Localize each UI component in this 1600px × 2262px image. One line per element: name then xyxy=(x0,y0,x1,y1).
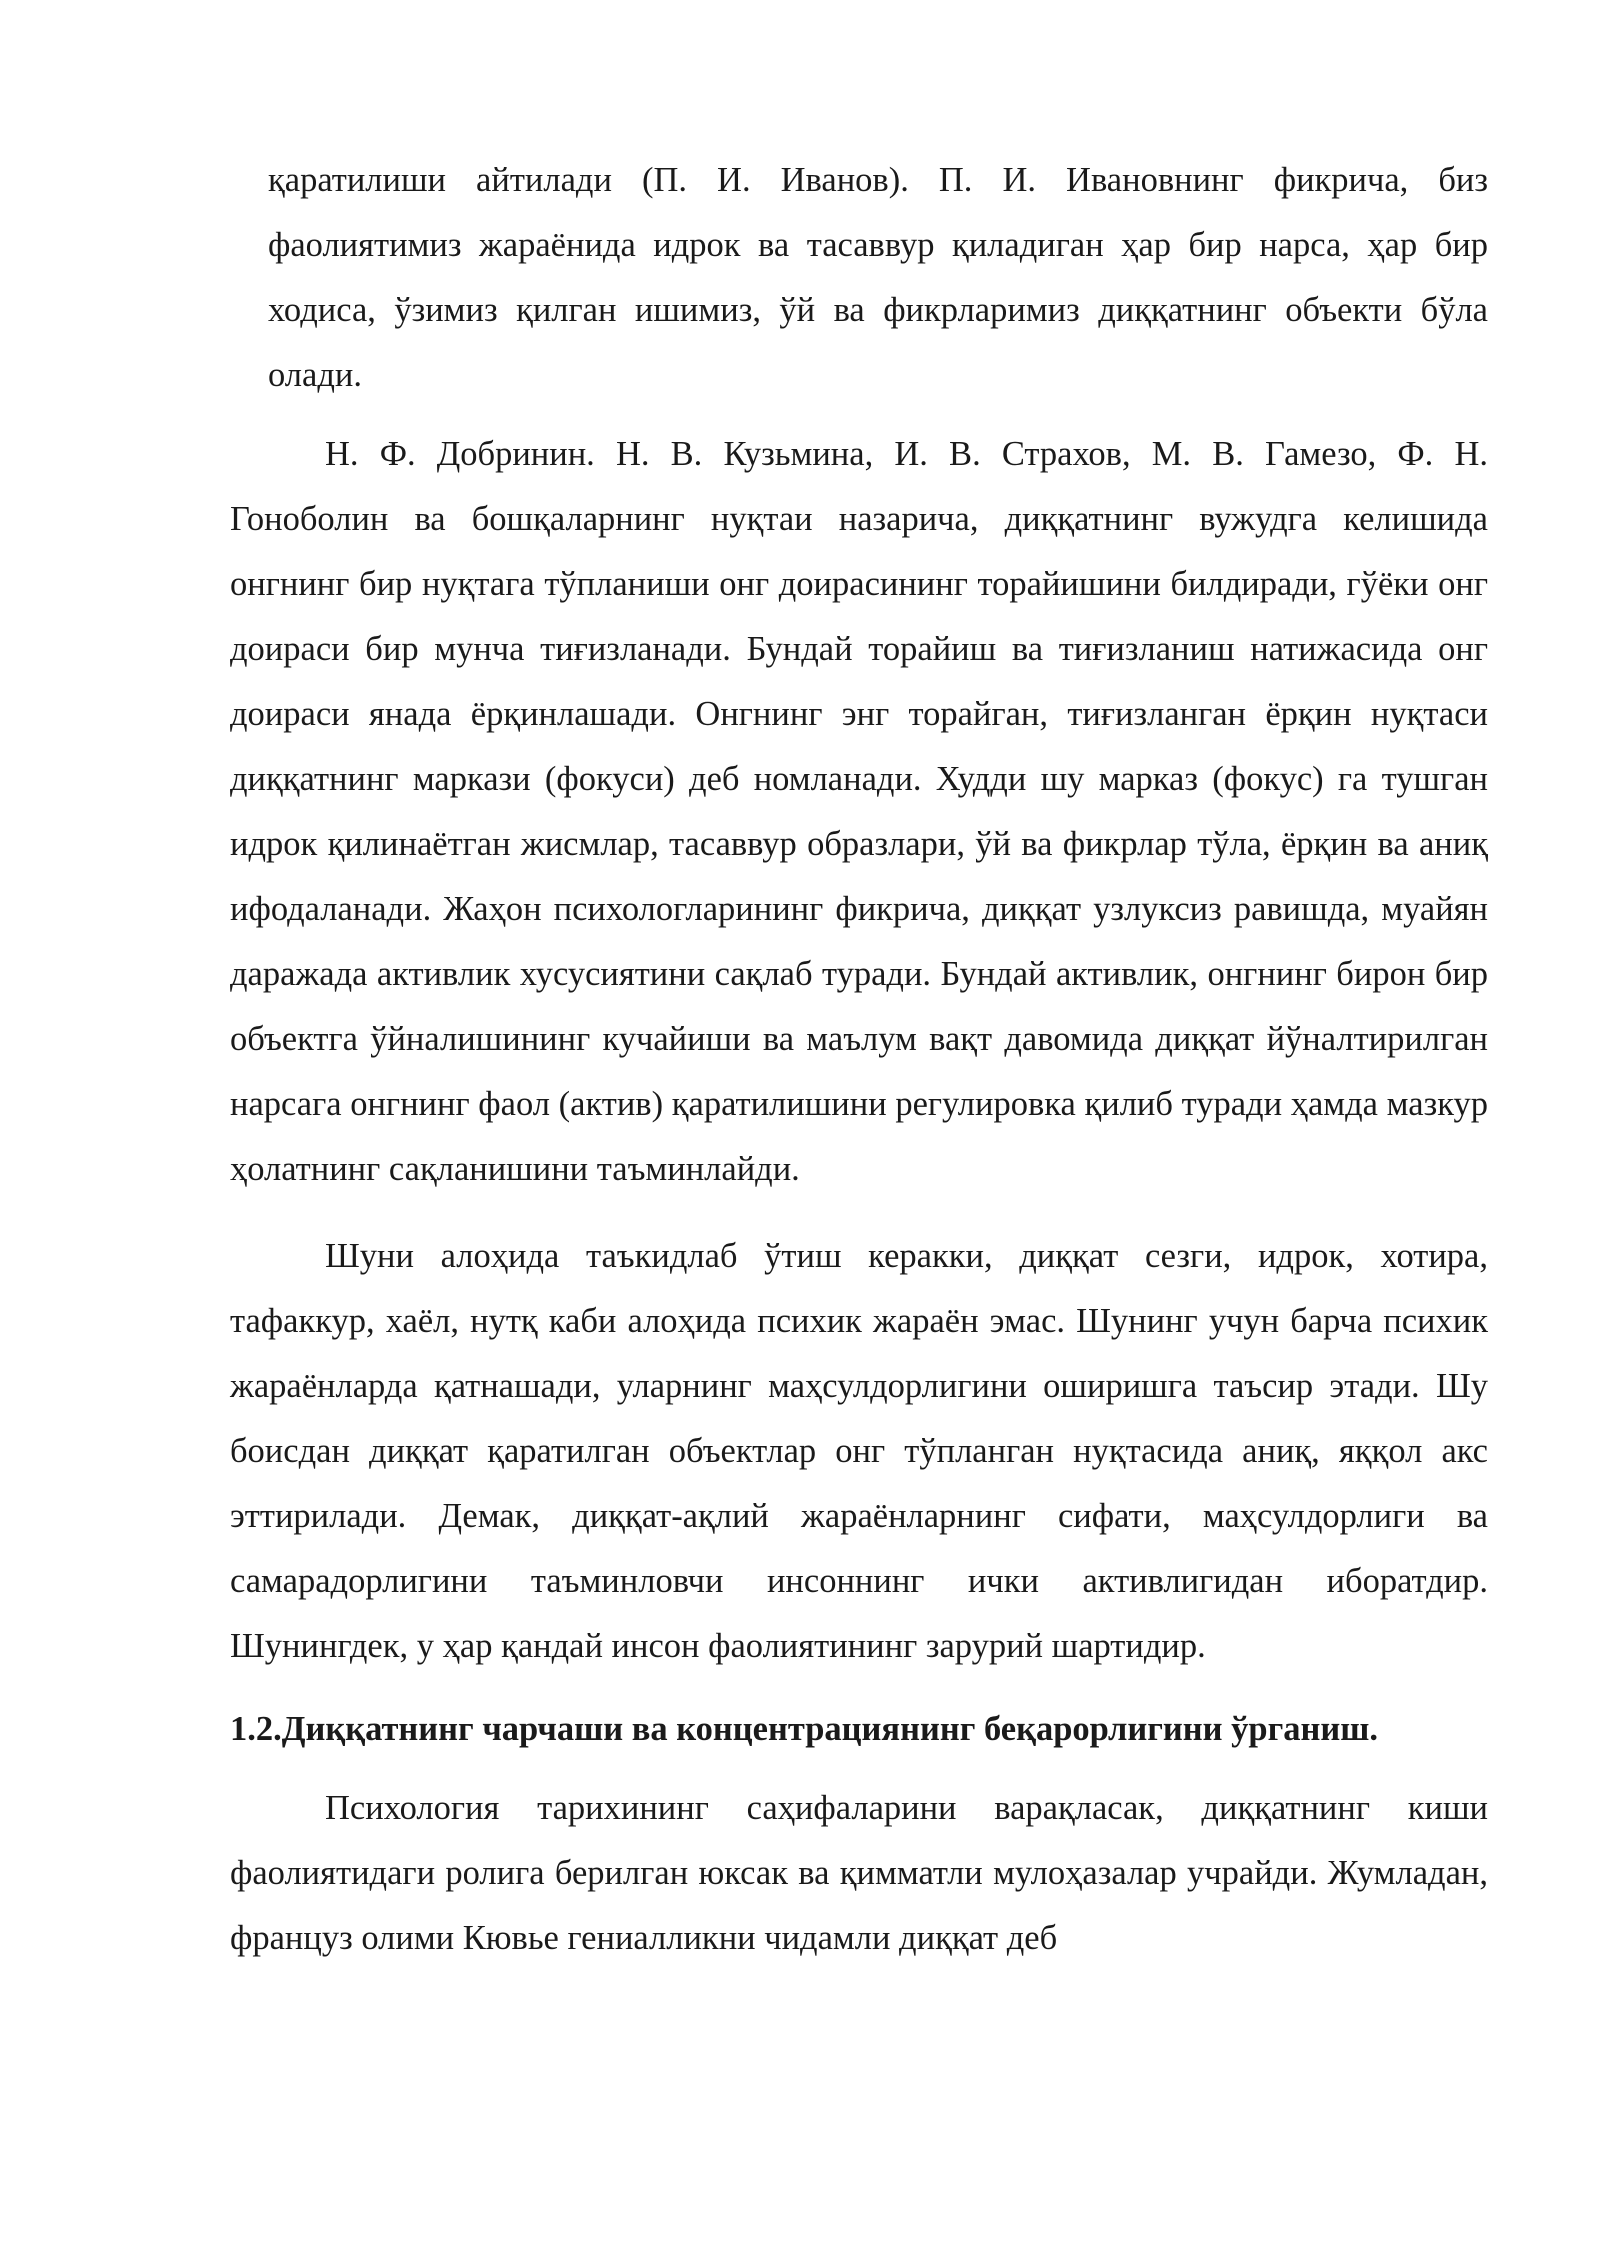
document-body xyxy=(230,148,1488,1971)
paragraph: Н. Ф. Добринин. Н. В. Кузьмина, И. В. Страхов, М. В. Гамезо, Ф. Н. Гоноболин ва бошқаларнинг нуқтаи назарича, диққатнинг вужудга келишида онгнинг бир нуқтага тўпланиши онг доирасининг торайишини билдиради, гўёки онг доираси бир мунча тиғизланади. Бундай торайиш ва тиғизланиш натижасида онг доираси янада ёрқинлашади. Онгнинг энг торайган, тиғизланган ёрқин нуқтаси диққатнинг маркази (фокуси) деб номланади. Худди шу марказ (фокус) га тушган идрок қилинаётган жисмлар, тасаввур образлари, ўй ва фикрлар тўла, ёрқин ва аниқ ифодаланади. Жаҳон психологларининг фикрича, диққат узлуксиз равишда, муайян даражада активлик хусусиятини сақлаб туради. Бундай активлик, онгнинг бирон бир объектга ўйналишининг кучайиши ва маълум вақт давомида диққат йўналтирилган нарсага онгнинг фаол (актив) қаратилишини регулировка қилиб туради ҳамда мазкур ҳолатнинг сақланишини таъминлайди. xyxy=(230,435,1488,1188)
section-heading: 1.2.Диққатнинг чарчаши ва концентрациянинг беқарорлигини ўрганиш. xyxy=(230,1710,1379,1748)
paragraph-continuation: қаратилиши айтилади (П. И. Иванов). П. И. Ивановнинг фикрича, биз фаолиятимиз жараёнида идрок ва тасаввур қиладиган ҳар бир нарса, ҳар бир ходиса, ўзимиз қилган ишимиз, ўй ва фикрларимиз диққатнинг объекти бўла олади. xyxy=(268,161,1488,394)
paragraph: Психология тарихининг саҳифаларини варақласак, диққатнинг киши фаолиятидаги ролига берилган юксак ва қимматли мулоҳазалар учрайди. Жумладан, француз олими Кювье гениалликни чидамли диққат деб xyxy=(230,1789,1488,1957)
paragraph: Шуни алоҳида таъкидлаб ўтиш керакки, диққат сезги, идрок, хотира, тафаккур, хаёл, нутқ каби алоҳида психик жараён эмас. Шунинг учун барча психик жараёнларда қатнашади, уларнинг маҳсулдорлигини оширишга таъсир этади. Шу боисдан диққат қаратилган объектлар онг тўпланган нуқтасида аниқ, яққол акс эттирилади. Демак, диққат-ақлий жараёнларнинг сифати, маҳсулдорлиги ва самарадорлигини таъминловчи инсоннинг ички активлигидан иборатдир. Шунингдек, у ҳар қандай инсон фаолиятининг зарурий шартидир. xyxy=(230,1237,1488,1665)
